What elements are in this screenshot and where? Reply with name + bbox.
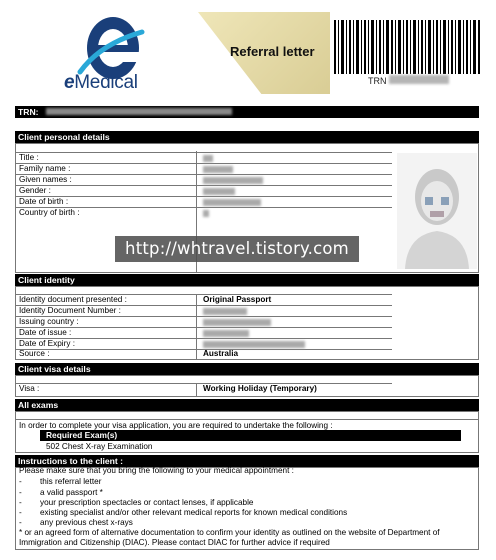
list-item: existing specialist and/or other relevant medical reports for known medical conditions (40, 508, 348, 517)
list-item: a valid passport * (40, 488, 103, 497)
field-title (15, 153, 392, 164)
list-item: this referral letter (40, 477, 102, 486)
field-value: Working Holiday (Temporary) (203, 384, 317, 393)
field-label: Source : (19, 349, 50, 358)
list-item: your prescription spectacles or contact lenses, if applicable (40, 498, 254, 507)
exams-intro: In order to complete your visa application, you are required to undertake the following : (19, 421, 333, 430)
field-label: Issuing country : (19, 317, 79, 326)
field-value: Australia (203, 349, 239, 358)
section-title: Instructions to the client : (18, 456, 124, 466)
section-header-visa (15, 363, 479, 375)
section-header-personal (15, 131, 479, 143)
field-label: Date of issue : (19, 328, 72, 337)
instructions-note-line1: * or an agreed form of alternative documentation to confirm your identity as outlined on the website of Department of (19, 528, 440, 537)
watermark: http://whtravel.tistory.com (115, 236, 359, 262)
field-given-names (15, 175, 392, 186)
list-item: any previous chest x-rays (40, 518, 133, 527)
field-label: Country of birth : (19, 208, 80, 217)
redacted-value (203, 341, 305, 348)
logo-wordmark (64, 72, 138, 94)
section-header-exams (15, 399, 479, 411)
table-divider (15, 419, 479, 420)
field-identity-document (15, 295, 392, 306)
exam-item: 502 Chest X-ray Examination (46, 442, 153, 451)
field-gender (15, 186, 392, 197)
field-label: Visa : (19, 384, 40, 393)
page-title: Referral letter (230, 44, 315, 59)
field-document-number (15, 306, 392, 317)
barcode-label: TRN (368, 76, 387, 86)
field-label: Identity Document Number : (19, 306, 121, 315)
field-label: Gender : (19, 186, 51, 195)
redacted-value (203, 199, 261, 206)
field-value: Original Passport (203, 295, 272, 304)
field-date-of-birth (15, 197, 392, 208)
logo-text: Medical (74, 72, 138, 93)
list-bullet: - (19, 488, 22, 497)
required-exams-title: Required Exam(s) (46, 430, 118, 440)
list-bullet: - (19, 508, 22, 517)
field-country-of-birth (15, 208, 392, 219)
field-label: Given names : (19, 175, 72, 184)
section-title: Client identity (18, 275, 75, 285)
section-header-identity (15, 274, 479, 286)
redacted-value (203, 155, 213, 162)
field-label: Identity document presented : (19, 295, 127, 304)
instructions-note-line2: Immigration and Citizenship (DIAC). Please contact DIAC for further advice if required (19, 538, 330, 547)
redacted-value (203, 188, 235, 195)
section-title: Client visa details (18, 364, 91, 374)
barcode-icon (334, 20, 480, 74)
required-exams-header (40, 430, 461, 441)
trn-label: TRN: (18, 107, 39, 117)
field-date-of-issue (15, 328, 392, 339)
field-issuing-country (15, 317, 392, 328)
redacted-value (203, 308, 247, 315)
list-bullet: - (19, 477, 22, 486)
redacted-value (203, 166, 233, 173)
instructions-intro: Please make sure that you bring the following to your medical appointment : (19, 466, 294, 475)
list-bullet: - (19, 498, 22, 507)
client-photo (397, 153, 477, 269)
field-family-name (15, 164, 392, 175)
redacted-value (203, 319, 271, 326)
field-label: Title : (19, 153, 39, 162)
field-label: Date of Expiry : (19, 339, 75, 348)
redacted-value (203, 210, 209, 217)
logo-prefix: e (64, 72, 75, 93)
redacted-value (203, 330, 249, 337)
field-label: Date of birth : (19, 197, 69, 206)
section-title: Client personal details (18, 132, 110, 142)
redacted-value (203, 177, 263, 184)
field-label: Family name : (19, 164, 71, 173)
redacted-trn-number (389, 75, 449, 84)
field-visa (15, 384, 392, 395)
redacted-trn (46, 108, 232, 115)
section-title: All exams (18, 400, 59, 410)
field-source (15, 349, 392, 360)
person-photo-icon (397, 153, 477, 269)
list-bullet: - (19, 518, 22, 527)
